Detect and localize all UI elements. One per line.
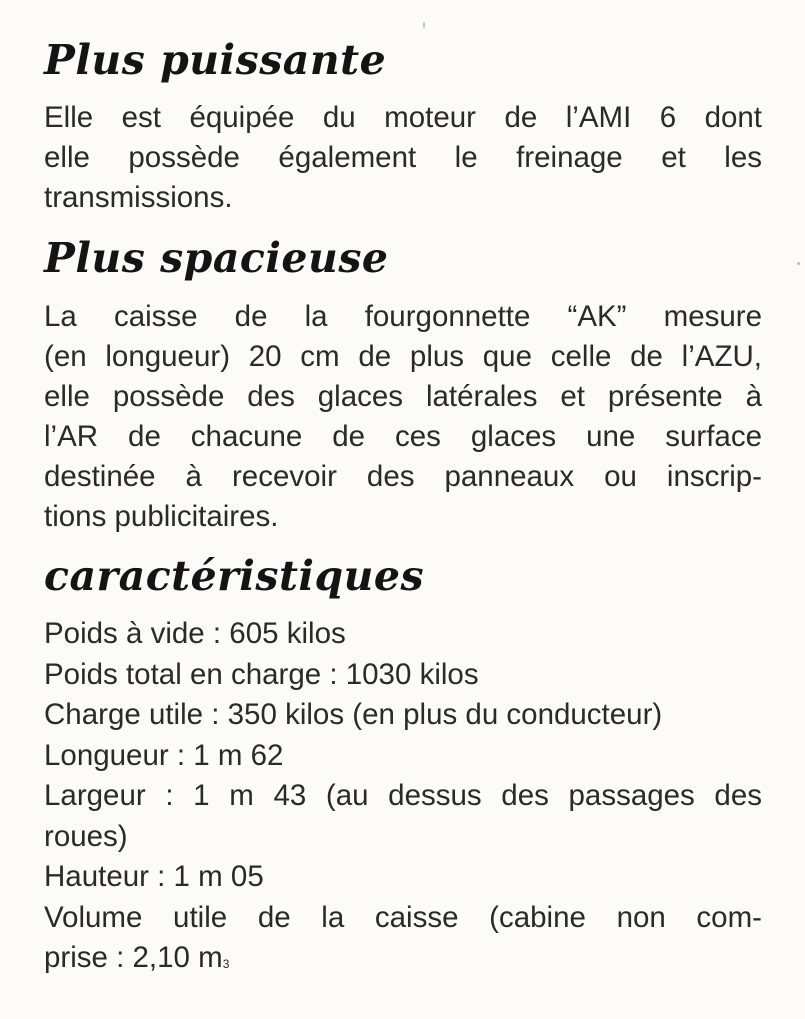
cubic-superscript: 3 (222, 957, 230, 971)
spec-item: Largeur : 1 m 43 (au dessus des passages des (44, 779, 762, 812)
section-title-plus-puissante: Plus puissante (44, 36, 387, 84)
spec-item: roues) (44, 819, 128, 853)
section-body-plus-spacieuse (44, 297, 762, 537)
spec-item: Poids à vide : 605 kilos (44, 617, 346, 650)
body-line: elle possède également le freinage et les (44, 141, 762, 174)
body-line: (en longueur) 20 cm de plus que celle de l’AZU, (44, 340, 762, 373)
section-body-plus-puissante (44, 98, 762, 218)
body-line: La caisse de la fourgonnette “AK” mesure (44, 300, 762, 333)
spec-item: Charge utile : 350 kilos (en plus du conducteur) (44, 698, 663, 731)
scan-speck-mark (797, 262, 800, 265)
specifications-list (44, 614, 762, 979)
spec-item: Volume utile de la caisse (cabine non com- (44, 900, 762, 934)
spec-item-text: prise : 2,10 m (44, 941, 223, 974)
body-line: transmissions. (44, 181, 233, 214)
body-line: destinée à recevoir des panneaux ou inscrip- (44, 460, 762, 493)
spec-item: Poids total en charge : 1030 kilos (44, 657, 479, 691)
body-line: l’AR de chacune de ces glaces une surface (44, 420, 762, 453)
section-title-plus-spacieuse: Plus spacieuse (44, 234, 389, 282)
scan-speck-mark (423, 22, 425, 28)
spec-item-volume (44, 938, 762, 979)
body-line: tions publicitaires. (44, 500, 279, 533)
section-title-caracteristiques: caractéristiques (44, 552, 425, 600)
body-line: elle possède des glaces latérales et présente à (44, 380, 762, 413)
body-line: Elle est équipée du moteur de l’AMI 6 dont (44, 101, 762, 134)
spec-item: Longueur : 1 m 62 (44, 738, 284, 772)
spec-item: Hauteur : 1 m 05 (44, 860, 264, 893)
